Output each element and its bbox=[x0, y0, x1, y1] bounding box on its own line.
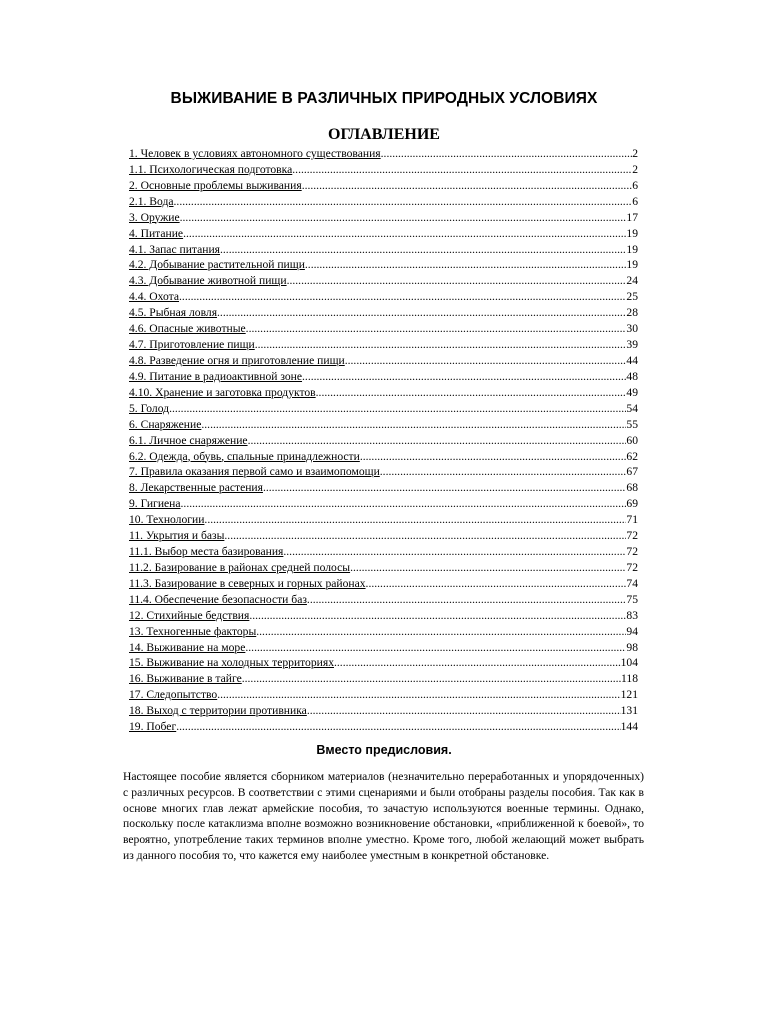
toc-entry[interactable] bbox=[129, 417, 638, 433]
toc-leader-dots bbox=[176, 719, 620, 735]
toc-entry-label: 1. Человек в условиях автономного существования bbox=[129, 146, 381, 160]
toc-entry[interactable] bbox=[129, 703, 638, 719]
toc-entry-label: 19. Побег bbox=[129, 720, 177, 734]
document-title: ВЫЖИВАНИЕ В РАЗЛИЧНЫХ ПРИРОДНЫХ УСЛОВИЯХ bbox=[170, 90, 598, 107]
toc-leader-dots bbox=[292, 162, 632, 178]
toc-entry-label: 2. Основные проблемы выживания bbox=[129, 178, 302, 192]
toc-entry-page: 39 bbox=[626, 338, 638, 352]
toc-entry-label: 11.2. Базирование в районах средней полосы bbox=[129, 560, 351, 574]
toc-entry-label: 11.1. Выбор места базирования bbox=[129, 545, 284, 559]
toc-leader-dots bbox=[283, 544, 626, 560]
toc-entry-label: 4.7. Приготовление пищи bbox=[129, 338, 255, 352]
toc-entry[interactable] bbox=[129, 687, 638, 703]
toc-entry[interactable] bbox=[129, 353, 638, 369]
toc-entry-label: 18. Выход с территории противника bbox=[129, 704, 307, 718]
toc-entry-page: 24 bbox=[626, 274, 638, 288]
toc-entry-page: 54 bbox=[626, 401, 638, 415]
toc-heading: ОГЛАВЛЕНИЕ bbox=[328, 126, 440, 143]
toc-entry-page: 25 bbox=[626, 290, 638, 304]
toc-entry-label: 3. Оружие bbox=[129, 210, 180, 224]
toc-entry[interactable] bbox=[129, 273, 638, 289]
toc-leader-dots bbox=[302, 178, 633, 194]
toc-entry[interactable] bbox=[129, 385, 638, 401]
toc-entry[interactable] bbox=[129, 433, 638, 449]
toc-entry[interactable] bbox=[129, 337, 638, 353]
table-of-contents bbox=[129, 146, 638, 735]
toc-entry-label: 2.1. Вода bbox=[129, 194, 174, 208]
toc-leader-dots bbox=[248, 433, 627, 449]
toc-entry-label: 4.4. Охота bbox=[129, 290, 180, 304]
toc-entry-label: 11. Укрытия и базы bbox=[129, 529, 225, 543]
toc-entry-page: 72 bbox=[626, 529, 638, 543]
toc-entry-page: 118 bbox=[621, 672, 638, 686]
toc-entry-label: 14. Выживание на море bbox=[129, 640, 246, 654]
toc-entry[interactable] bbox=[129, 464, 638, 480]
toc-entry-page: 71 bbox=[626, 513, 638, 527]
toc-entry-page: 30 bbox=[626, 322, 638, 336]
toc-entry-page: 144 bbox=[620, 720, 638, 734]
toc-entry[interactable] bbox=[129, 401, 638, 417]
toc-entry-page: 69 bbox=[626, 497, 638, 511]
toc-entry[interactable] bbox=[129, 608, 638, 624]
toc-entry[interactable] bbox=[129, 257, 638, 273]
toc-entry[interactable] bbox=[129, 528, 638, 544]
toc-entry-page: 68 bbox=[626, 481, 638, 495]
toc-leader-dots bbox=[183, 226, 626, 242]
toc-leader-dots bbox=[242, 671, 621, 687]
preface-paragraph: Настоящее пособие является сборником материалов (незначительно переработанных и упорядоченных) с различных ресурсов. В соответствии с этими сценариями и были отобраны разделы пособия. Так как в основе многих глав лежат армейские пособия, то зачастую используются военные термины. Однако, поскольку после катаклизма вполне возможно возникновение обстановки, «приближенной к боевой», то вероятно, употребление таких терминов вполне уместно. Кроме того, любой желающий может выбрать из данного пособия то, что кажется ему наиболее уместным в конкретной обстановке. bbox=[123, 770, 644, 862]
toc-entry[interactable] bbox=[129, 369, 638, 385]
toc-entry-label: 4.9. Питание в радиоактивной зоне bbox=[129, 369, 303, 383]
toc-entry-page: 6 bbox=[632, 178, 638, 192]
toc-entry[interactable] bbox=[129, 210, 638, 226]
toc-leader-dots bbox=[263, 480, 626, 496]
toc-entry[interactable] bbox=[129, 560, 638, 576]
toc-leader-dots bbox=[366, 576, 627, 592]
toc-entry-label: 11.3. Базирование в северных и горных районах bbox=[129, 576, 366, 590]
toc-entry[interactable] bbox=[129, 178, 638, 194]
toc-entry-page: 48 bbox=[626, 369, 638, 383]
toc-entry[interactable] bbox=[129, 305, 638, 321]
toc-entry[interactable] bbox=[129, 512, 638, 528]
toc-entry-label: 8. Лекарственные растения bbox=[129, 481, 263, 495]
toc-entry-page: 2 bbox=[632, 162, 638, 176]
toc-leader-dots bbox=[350, 560, 626, 576]
preface-heading: Вместо предисловия. bbox=[316, 743, 452, 757]
toc-entry-label: 7. Правила оказания первой само и взаимопомощи bbox=[129, 465, 380, 479]
toc-entry[interactable] bbox=[129, 162, 638, 178]
toc-leader-dots bbox=[287, 273, 627, 289]
toc-leader-dots bbox=[220, 242, 626, 258]
toc-entry-label: 16. Выживание в тайге bbox=[129, 672, 242, 686]
toc-entry-label: 4.5. Рыбная ловля bbox=[129, 306, 218, 320]
toc-entry[interactable] bbox=[129, 194, 638, 210]
toc-entry-label: 6.2. Одежда, обувь, спальные принадлежности bbox=[129, 449, 360, 463]
toc-entry-page: 131 bbox=[620, 704, 638, 718]
toc-leader-dots bbox=[255, 337, 627, 353]
toc-entry[interactable] bbox=[129, 480, 638, 496]
toc-entry[interactable] bbox=[129, 496, 638, 512]
toc-entry-page: 104 bbox=[620, 656, 638, 670]
toc-entry[interactable] bbox=[129, 640, 638, 656]
toc-entry-label: 9. Гигиена bbox=[129, 497, 181, 511]
toc-entry[interactable] bbox=[129, 544, 638, 560]
toc-entry-label: 4.3. Добывание животной пищи bbox=[129, 274, 287, 288]
toc-entry[interactable] bbox=[129, 592, 638, 608]
toc-entry[interactable] bbox=[129, 656, 638, 672]
toc-leader-dots bbox=[181, 496, 627, 512]
toc-entry-page: 83 bbox=[626, 608, 638, 622]
toc-entry-page: 19 bbox=[626, 226, 638, 240]
toc-leader-dots bbox=[217, 305, 626, 321]
toc-leader-dots bbox=[249, 608, 626, 624]
toc-entry[interactable] bbox=[129, 719, 638, 735]
toc-leader-dots bbox=[201, 417, 626, 433]
toc-entry-page: 49 bbox=[626, 385, 638, 399]
toc-entry[interactable] bbox=[129, 242, 638, 258]
toc-entry-label: 4.6. Опасные животные bbox=[129, 322, 246, 336]
toc-leader-dots bbox=[307, 703, 621, 719]
toc-entry-label: 5. Голод bbox=[129, 401, 170, 415]
toc-entry[interactable] bbox=[129, 146, 638, 162]
toc-entry-label: 1.1. Психологическая подготовка bbox=[129, 162, 293, 176]
toc-entry-label: 4. Питание bbox=[129, 226, 184, 240]
toc-leader-dots bbox=[334, 655, 621, 671]
toc-entry-page: 60 bbox=[626, 433, 638, 447]
toc-entry-page: 19 bbox=[626, 242, 638, 256]
toc-entry[interactable] bbox=[129, 671, 638, 687]
toc-entry-label: 11.4. Обеспечение безопасности баз bbox=[129, 592, 307, 606]
toc-leader-dots bbox=[345, 353, 627, 369]
toc-entry-label: 17. Следопытство bbox=[129, 688, 218, 702]
toc-leader-dots bbox=[305, 257, 627, 273]
toc-entry-page: 19 bbox=[626, 258, 638, 272]
toc-leader-dots bbox=[245, 640, 626, 656]
toc-entry-page: 28 bbox=[626, 306, 638, 320]
toc-entry-label: 15. Выживание на холодных территориях bbox=[129, 656, 334, 670]
toc-leader-dots bbox=[174, 194, 633, 210]
toc-entry-page: 74 bbox=[626, 576, 638, 590]
toc-leader-dots bbox=[217, 687, 620, 703]
toc-entry-page: 98 bbox=[626, 640, 638, 654]
toc-entry[interactable] bbox=[129, 576, 638, 592]
toc-leader-dots bbox=[380, 464, 627, 480]
toc-entry-page: 44 bbox=[626, 353, 638, 367]
toc-entry[interactable] bbox=[129, 449, 638, 465]
toc-entry-page: 75 bbox=[626, 592, 638, 606]
toc-entry-page: 6 bbox=[632, 194, 638, 208]
toc-leader-dots bbox=[180, 210, 627, 226]
toc-leader-dots bbox=[360, 449, 627, 465]
toc-entry-label: 12. Стихийные бедствия bbox=[129, 608, 250, 622]
toc-leader-dots bbox=[302, 369, 626, 385]
toc-leader-dots bbox=[179, 289, 626, 305]
toc-entry-label: 10. Технологии bbox=[129, 513, 205, 527]
toc-leader-dots bbox=[224, 528, 626, 544]
toc-leader-dots bbox=[381, 146, 633, 162]
toc-entry[interactable] bbox=[129, 226, 638, 242]
toc-leader-dots bbox=[307, 592, 626, 608]
toc-entry-page: 121 bbox=[620, 688, 638, 702]
toc-entry[interactable] bbox=[129, 289, 638, 305]
toc-entry-page: 67 bbox=[626, 465, 638, 479]
toc-entry-label: 4.8. Разведение огня и приготовление пищи bbox=[129, 353, 345, 367]
toc-leader-dots bbox=[316, 385, 627, 401]
toc-entry-label: 13. Техногенные факторы bbox=[129, 624, 257, 638]
toc-entry[interactable] bbox=[129, 624, 638, 640]
toc-leader-dots bbox=[246, 321, 627, 337]
toc-leader-dots bbox=[169, 401, 626, 417]
toc-entry-page: 72 bbox=[626, 545, 638, 559]
toc-entry-label: 4.1. Запас питания bbox=[129, 242, 220, 256]
toc-entry-label: 4.10. Хранение и заготовка продуктов bbox=[129, 385, 316, 399]
toc-entry-page: 94 bbox=[626, 624, 638, 638]
toc-entry-page: 62 bbox=[626, 449, 638, 463]
toc-entry-label: 6. Снаряжение bbox=[129, 417, 202, 431]
toc-leader-dots bbox=[256, 624, 626, 640]
toc-entry-page: 55 bbox=[626, 417, 638, 431]
toc-entry[interactable] bbox=[129, 321, 638, 337]
toc-entry-page: 17 bbox=[626, 210, 638, 224]
toc-entry-label: 4.2. Добывание растительной пищи bbox=[129, 258, 305, 272]
toc-entry-page: 2 bbox=[632, 146, 638, 160]
toc-entry-page: 72 bbox=[626, 560, 638, 574]
toc-leader-dots bbox=[204, 512, 626, 528]
toc-entry-label: 6.1. Личное снаряжение bbox=[129, 433, 248, 447]
